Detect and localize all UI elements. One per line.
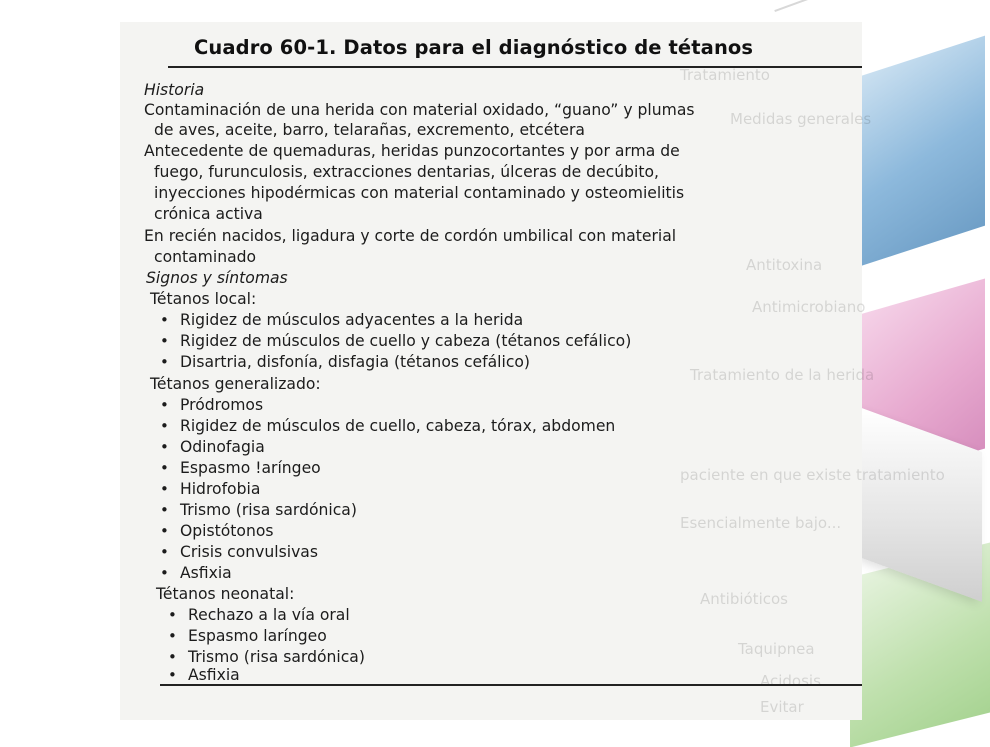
document-table: [120, 22, 862, 720]
history-line: contaminado: [154, 248, 257, 266]
list-item: • Rigidez de músculos adyacentes a la herida: [160, 311, 524, 329]
section-heading-historia: Historia: [144, 81, 205, 99]
top-rule: [168, 66, 862, 68]
subheading-tetanos-local: Tétanos local:: [150, 290, 257, 308]
history-line: de aves, aceite, barro, telarañas, excremento, etcétera: [154, 121, 585, 139]
bottom-rule: [160, 684, 862, 686]
list-item: • Odinofagia: [160, 438, 265, 456]
bleed-through-text: Medidas generales: [730, 110, 872, 128]
list-item: • Trismo (risa sardónica): [160, 501, 357, 519]
list-item: • Rigidez de músculos de cuello, cabeza, tórax, abdomen: [160, 417, 616, 435]
history-line: Antecedente de quemaduras, heridas punzocortantes y por arma de: [144, 142, 680, 160]
list-item: • Hidrofobia: [160, 480, 261, 498]
list-item: • Espasmo laríngeo: [168, 627, 327, 645]
history-line: Contaminación de una herida con material oxidado, “guano” y plumas: [144, 101, 695, 119]
bleed-through-text: Tratamiento de la herida: [690, 366, 875, 384]
list-item: • Asfixia: [160, 564, 232, 582]
bleed-through-text: Antitoxina: [746, 256, 823, 274]
list-item: • Rechazo a la vía oral: [168, 606, 350, 624]
scanned-page: [120, 22, 945, 720]
list-item: • Trismo (risa sardónica): [168, 648, 365, 666]
subheading-tetanos-neonatal: Tétanos neonatal:: [156, 585, 295, 603]
list-item: • Pródromos: [160, 396, 264, 414]
history-line: fuego, furunculosis, extracciones dentarias, úlceras de decúbito,: [154, 163, 659, 181]
history-line: En recién nacidos, ligadura y corte de cordón umbilical con material: [144, 227, 677, 245]
bleed-through-text: Taquipnea: [738, 640, 815, 658]
list-item: • Disartria, disfonía, disfagia (tétanos cefálico): [160, 353, 531, 371]
history-line: inyecciones hipodérmicas con material contaminado y osteomielitis: [154, 184, 685, 202]
list-item: • Crisis convulsivas: [160, 543, 318, 561]
bleed-through-text: Evitar: [760, 698, 804, 716]
list-item: • Espasmo !aríngeo: [160, 459, 321, 477]
list-item: • Rigidez de músculos de cuello y cabeza (tétanos cefálico): [160, 332, 632, 350]
history-line: crónica activa: [154, 205, 263, 223]
decorative-line: [771, 0, 831, 12]
list-item: • Asfixia: [168, 666, 240, 684]
bleed-through-text: Acidosis: [760, 672, 821, 690]
list-item: • Opistótonos: [160, 522, 274, 540]
bleed-through-text: paciente en que existe tratamiento: [680, 466, 945, 484]
bleed-through-text: Antibióticos: [700, 590, 788, 608]
bleed-through-text: Esencialmente bajo...: [680, 514, 842, 532]
subheading-tetanos-generalizado: Tétanos generalizado:: [150, 375, 321, 393]
bleed-through-text: Antimicrobiano: [752, 298, 866, 316]
section-heading-signos: Signos y síntomas: [146, 269, 288, 287]
bleed-through-text: Tratamiento: [680, 66, 770, 84]
document-title: Cuadro 60-1. Datos para el diagnóstico de tétanos: [194, 36, 754, 59]
